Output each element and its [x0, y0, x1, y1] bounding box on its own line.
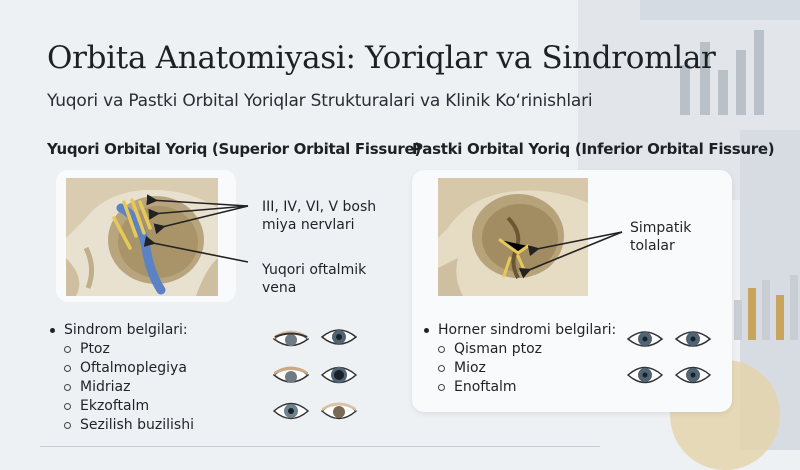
list-item: Oftalmoplegiya [80, 360, 187, 376]
background-panel-top-strip [640, 0, 800, 20]
list-item: Sezilish buzilishi [80, 417, 194, 433]
sympathetic-label-line-2: tolalar [630, 238, 675, 254]
page-title: Orbita Anatomiyasi: Yoriqlar va Sindromlar [47, 40, 716, 76]
sympathetic-label-line-1: Simpatik [630, 220, 692, 236]
list-item: Ekzoftalm [80, 398, 150, 414]
page-subtitle: Yuqori va Pastki Orbital Yoriqlar Strukturalari va Klinik Ko‘rinishlari [47, 91, 593, 111]
ptosis-eye-icon [272, 328, 310, 350]
vein-label-line-2: vena [262, 280, 297, 296]
drooping-eye-icon [272, 363, 310, 387]
bottom-divider [40, 446, 600, 447]
sub-bullet-icon [64, 384, 71, 391]
sub-bullet-icon [64, 346, 71, 353]
list-item: Ptoz [80, 341, 110, 357]
open-eye-icon [320, 325, 358, 349]
inferior-section-heading: Pastki Orbital Yoriq (Inferior Orbital Fissure) [412, 140, 775, 158]
list-item: Qisman ptoz [454, 341, 543, 357]
bullet-icon [50, 328, 55, 333]
sub-bullet-icon [64, 403, 71, 410]
inferior-pointer-lines [510, 222, 628, 282]
sympathetic-label [630, 219, 691, 255]
open-eye-icon [272, 398, 310, 424]
open-eye-icon [626, 362, 664, 388]
list-item: Enoftalm [454, 379, 517, 395]
drooping-eye-icon [320, 398, 358, 424]
vein-label-line-1: Yuqori oftalmik [262, 262, 367, 278]
open-eye-icon [674, 327, 712, 351]
superior-list-heading: Sindrom belgilari: [64, 322, 188, 338]
superior-symptom-list [50, 321, 194, 435]
vein-label [262, 261, 366, 297]
list-item: Mioz [454, 360, 486, 376]
sub-bullet-icon [438, 365, 445, 372]
nerves-label [262, 198, 376, 234]
open-eye-icon [674, 362, 712, 388]
nerves-label-line-1: III, IV, VI, V bosh [262, 199, 377, 215]
superior-pointer-lines [130, 190, 260, 280]
bullet-icon [424, 328, 429, 333]
sub-bullet-icon [438, 384, 445, 391]
dilated-eye-icon [320, 362, 358, 388]
superior-section-heading: Yuqori Orbital Yoriq (Superior Orbital Fissure) [47, 140, 421, 158]
inferior-list-heading: Horner sindromi belgilari: [438, 322, 617, 338]
open-eye-icon [626, 327, 664, 351]
sub-bullet-icon [64, 365, 71, 372]
sub-bullet-icon [64, 422, 71, 429]
list-item: Midriaz [80, 379, 131, 395]
inferior-symptom-list [424, 321, 616, 397]
nerves-label-line-2: miya nervlari [262, 217, 355, 233]
sub-bullet-icon [438, 346, 445, 353]
decorative-bar-chart-icon-small [728, 270, 800, 340]
